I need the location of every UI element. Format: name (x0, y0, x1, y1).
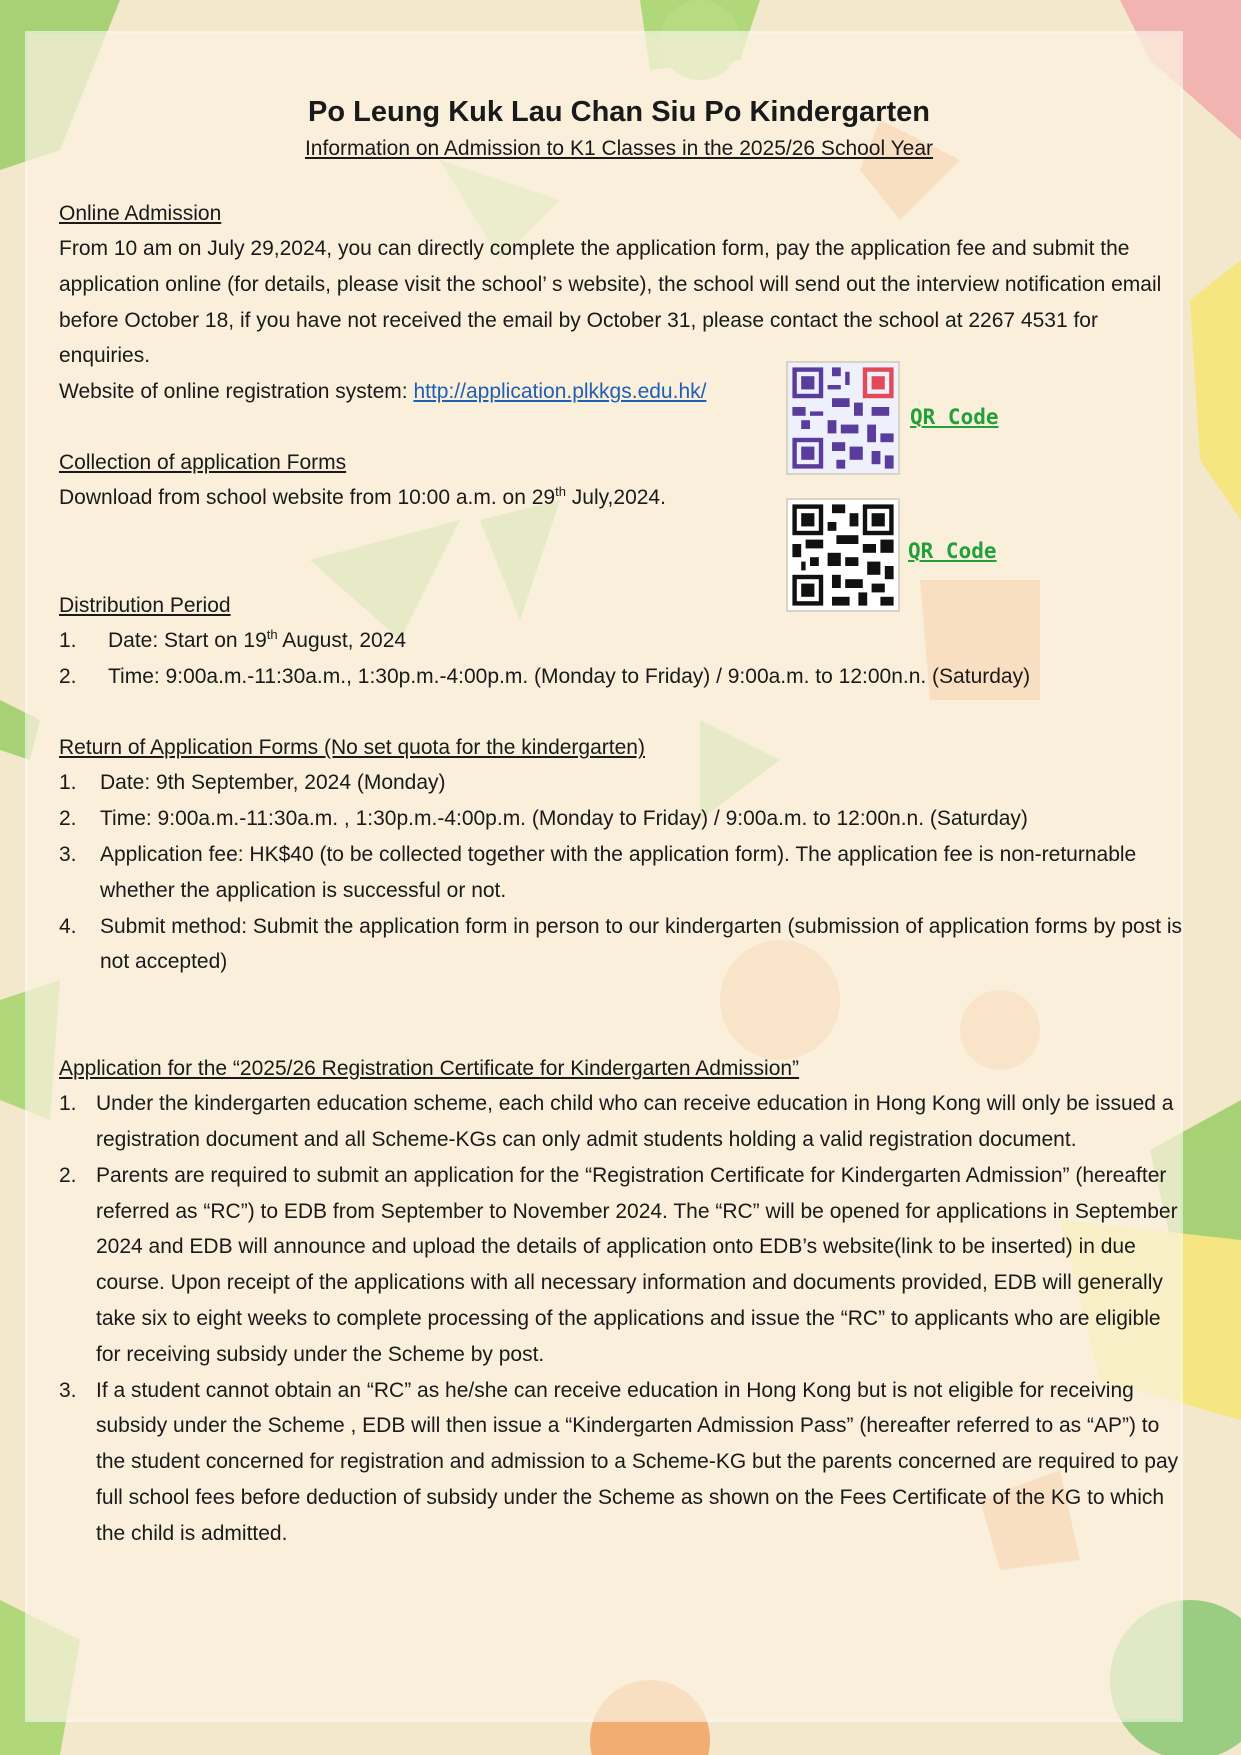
list-item (59, 623, 1189, 659)
page-subtitle: Information on Admission to K1 Classes in the 2025/26 School Year (304, 137, 934, 160)
collection-heading: Collection of application Forms (59, 450, 347, 474)
document-content (59, 92, 1189, 1552)
list-text: Application fee: HK$40 (to be collected together with the application form). The application fee is non-returnable whether the application is successful or not. (100, 842, 1137, 902)
list-text: If a student cannot obtain an “RC” as he/she can receive education in Hong Kong but is not eligible for receiving subsidy under the Scheme , EDB will then issue a “Kindergarten Admission Pass” (hereafter referred to as “AP”) to the student concerned for registration and admission to a Scheme-KG but the parents concerned are required to pay full school fees before deduction of subsidy under the Scheme as shown on the Fees Certificate of the KG to which the child is admitted. (96, 1378, 1179, 1545)
collection-text-after: July,2024. (565, 485, 666, 509)
registration-heading: Application for the “2025/26 Registration Certificate for Kindergarten Admission” (59, 1057, 800, 1081)
list-number: 2. (59, 1163, 77, 1187)
online-admission-heading: Online Admission (59, 202, 222, 225)
list-item (59, 1158, 1189, 1373)
return-list (59, 765, 1189, 980)
collection-sup: th (555, 483, 566, 499)
list-item (59, 659, 1189, 695)
list-number: 3. (59, 842, 77, 866)
list-number: 1. (59, 628, 77, 652)
online-admission-paragraph: From 10 am on July 29,2024, you can directly complete the application form, pay the application fee and submit the application online (for details, please visit the school’ s website), the school will send out the interview notification email before October 18, if you have not received the email by October 31, please contact the school at 2267 4531 for enquiries. (59, 237, 1162, 368)
list-number: 3. (59, 1378, 77, 1402)
website-label: Website of online registration system: (59, 380, 414, 404)
collection-text-before: Download from school website from 10:00 a.m. on 29 (59, 485, 556, 509)
list-text: Submit method: Submit the application form in person to our kindergarten (submission of application forms by post is not accepted) (100, 914, 1183, 974)
collection-qr-label: QR Code (908, 539, 997, 563)
return-heading: Return of Application Forms (No set quota for the kindergarten) (59, 736, 645, 760)
application-form-qr-code[interactable] (788, 500, 898, 610)
page-title: Po Leung Kuk Lau Chan Siu Po Kindergarten (308, 96, 930, 128)
online-registration-qr-code[interactable] (788, 363, 898, 473)
list-number: 4. (59, 914, 77, 938)
list-number: 2. (59, 807, 77, 831)
list-item (59, 909, 1189, 981)
list-text: Time: 9:00a.m.-11:30a.m., 1:30p.m.-4:00p.m. (Monday to Friday) / 9:00a.m. to 12:00n.n. (Saturday) (108, 664, 1031, 688)
list-number: 2. (59, 664, 77, 688)
list-text: August, 2024 (277, 628, 407, 652)
list-number: 1. (59, 1092, 77, 1116)
collection-text (59, 480, 1189, 516)
list-item (59, 801, 1189, 837)
registration-list (59, 1086, 1189, 1551)
list-text: Time: 9:00a.m.-11:30a.m. , 1:30p.m.-4:00p.m. (Monday to Friday) / 9:00a.m. to 12:00n.n. (Saturday) (100, 807, 1028, 831)
list-number: 1. (59, 771, 77, 795)
list-item (59, 765, 1189, 801)
list-sup: th (266, 626, 278, 642)
online-qr-label: QR Code (910, 405, 999, 429)
distribution-list (59, 623, 1189, 695)
list-text: Date: 9th September, 2024 (Monday) (100, 771, 446, 795)
list-text: Under the kindergarten education scheme, each child who can receive education in Hong Kong will only be issued a registration document and all Scheme-KGs can only admit students holding a valid registration document. (96, 1092, 1174, 1151)
online-website-line (59, 374, 1189, 410)
list-text: Parents are required to submit an application for the “Registration Certificate for Kindergarten Admission” (hereafter referred as “RC”) to EDB from September to November 2024. The “RC” will be opened for applications in September 2024 and EDB will announce and upload the details of application onto EDB’s website(link to be inserted) in due course. Upon receipt of the applications with all necessary information and documents provided, EDB will generally take six to eight weeks to complete processing of the applications and issue the “RC” to applicants who are eligible for receiving subsidy under the Scheme by post. (96, 1163, 1178, 1366)
online-registration-link[interactable]: http://application.plkkgs.edu.hk/ (413, 380, 707, 404)
list-item (59, 1086, 1189, 1158)
distribution-heading: Distribution Period (59, 593, 231, 617)
list-item (59, 837, 1189, 909)
list-item (59, 1373, 1189, 1552)
list-text: Date: Start on 19 (108, 628, 267, 652)
